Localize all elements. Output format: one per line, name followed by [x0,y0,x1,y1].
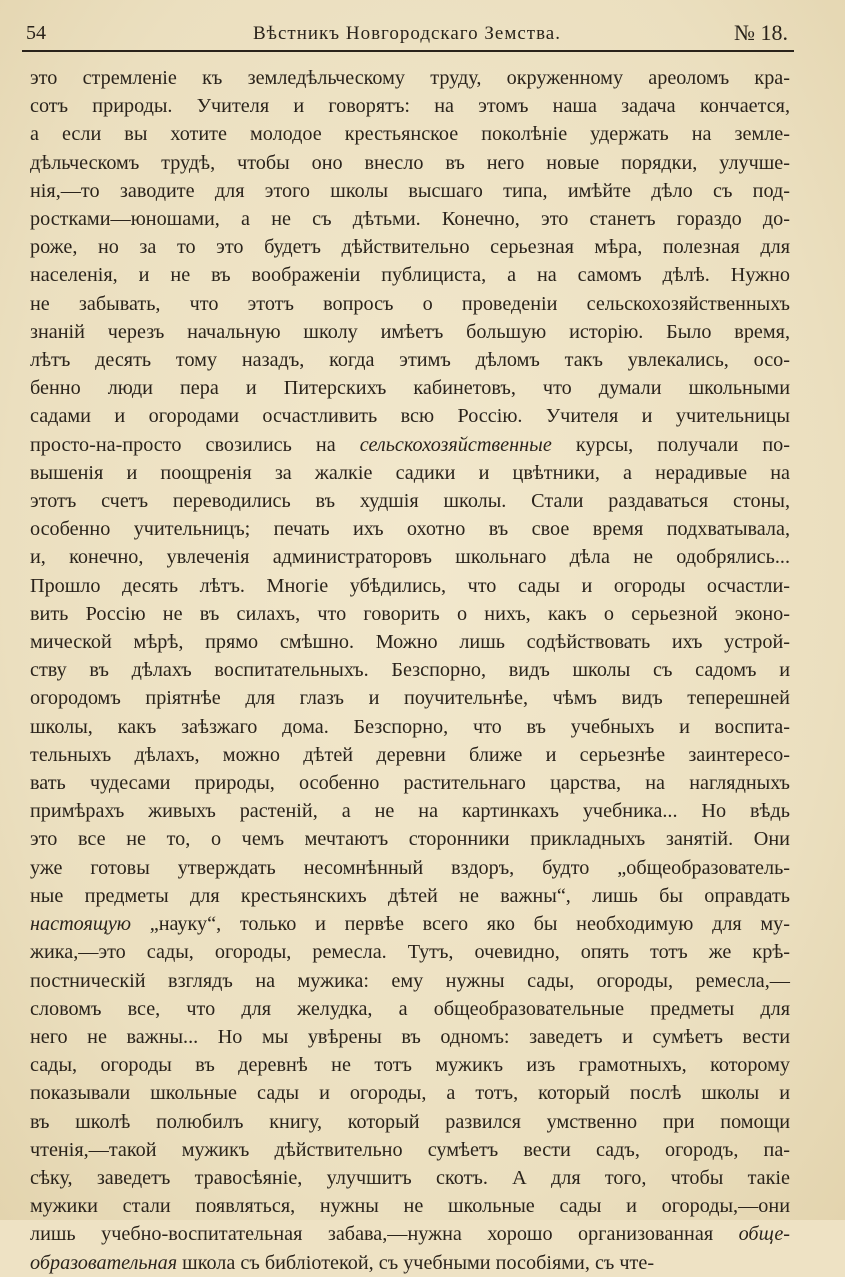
text-segment: дѣльческомъ трудѣ, чтобы оно внесло въ него новые порядки, улучше- [30,151,790,174]
text-line [30,1051,790,1079]
text-segment: ству въ дѣлахъ воспитательныхъ. Безспорно, видъ школы съ садомъ и [30,659,790,682]
text-line [30,64,790,92]
text-line [30,290,790,318]
text-line [30,374,790,402]
text-segment: ростками—юношами, а не съ дѣтьми. Конечно, это станетъ гораздо до- [30,208,790,231]
text-segment: сотъ природы. Учителя и говорятъ: на этомъ наша задача кончается, [30,95,790,118]
text-line [30,177,790,205]
text-line [30,487,790,515]
text-line [30,713,790,741]
text-segment: особенно учительницъ; печать ихъ охотно въ свое время подхватывала, [30,518,790,541]
text-line [30,318,790,346]
page-header [22,18,792,50]
text-line [30,600,790,628]
italic-text: сельскохозяйственные [359,433,552,456]
text-segment: лѣтъ десять тому назадъ, когда этимъ дѣломъ такъ увлекались, осо- [30,349,790,372]
text-line [30,1164,790,1192]
text-segment: курсы, получали по- [551,433,790,456]
text-segment: это все не то, о чемъ мечтаютъ сторонники прикладныхъ занятій. Они [30,828,790,851]
text-line [30,1108,790,1136]
text-line [30,431,790,459]
text-segment: бенно люди пера и Питерскихъ кабинетовъ, что думали школьными [30,377,790,400]
text-segment: школа съ библіотекой, съ учебными пособіями, съ чте- [177,1251,655,1274]
text-segment: это стремленіе къ земледѣльческому труду, окруженному ареоломъ кра- [30,67,790,89]
text-segment: вать чудесами природы, особенно растительнаго царства, на наглядныхъ [30,772,790,795]
text-line [30,769,790,797]
text-segment: чтенія,—такой мужикъ дѣйствительно сумѣетъ вести садъ, огородъ, па- [30,1138,790,1161]
text-segment: мужики стали появляться, нужны не школьные сады и огороды,—они [30,1195,790,1218]
text-segment: примѣрахъ живыхъ растеній, а не на картинкахъ учебника... Но вѣдь [30,800,790,823]
text-segment: садами и огородами осчастливить всю Россію. Учителя и учительницы [30,405,790,428]
text-line [30,1249,790,1277]
text-segment: а если вы хотите молодое крестьянское поколѣніе удержать на земле- [30,123,790,146]
text-segment: ные предметы для крестьянскихъ дѣтей не важны“, лишь бы оправдать [30,884,790,907]
text-line [30,572,790,600]
text-segment: сады, огороды въ деревнѣ не тотъ мужикъ изъ грамотныхъ, которому [30,1054,790,1077]
text-segment: въ школѣ полюбилъ книгу, который развился умственно при помощи [30,1110,790,1133]
text-segment: не забывать, что этотъ вопросъ о проведеніи сельскохозяйственныхъ [30,292,790,315]
text-line [30,797,790,825]
text-line [30,882,790,910]
text-segment: просто-на-просто свозились на [30,433,360,456]
italic-text: образовательная [30,1251,178,1274]
text-line [30,149,790,177]
text-segment: вить Россію не въ силахъ, что говорить о нихъ, какъ о серьезной эконо- [30,602,790,625]
text-segment: показывали школьные сады и огороды, а тотъ, который послѣ школы и [30,1082,790,1105]
text-segment: Прошло десять лѣтъ. Многіе убѣдились, что сады и огороды осчастли- [30,574,790,597]
text-line [30,1192,790,1220]
text-segment: этотъ счетъ переводились въ худшія школы. Стали раздаваться стоны, [30,490,790,513]
text-segment: „науку“, только и первѣе всего яко бы необходимую для му- [131,913,790,936]
italic-text: обще- [738,1223,790,1246]
text-line [30,120,790,148]
text-segment: населенія, и не въ воображеніи публициста, а на самомъ дѣлѣ. Нужно [30,264,790,287]
text-line [30,684,790,712]
text-line [30,543,790,571]
text-line [30,515,790,543]
text-line [30,261,790,289]
text-line [30,741,790,769]
text-line [30,628,790,656]
text-line [30,1220,790,1248]
text-segment: постническій взглядъ на мужика: ему нужны сады, огороды, ремесла,— [30,969,790,992]
text-segment: тельныхъ дѣлахъ, можно дѣтей деревни ближе и серьезнѣе заинтересо- [30,743,790,766]
text-line [30,967,790,995]
text-segment: него не важны... Но мы увѣрены въ одномъ: заведетъ и сумѣетъ вести [30,1025,790,1048]
text-segment: сѣку, заведетъ травосѣяніе, улучшитъ скотъ. А для того, чтобы такіе [30,1166,790,1189]
text-line [30,854,790,882]
text-segment: знаній черезъ начальную школу имѣетъ большую исторію. Было время, [30,320,790,343]
text-segment: и, конечно, увлеченія администраторовъ школьнаго дѣла не одобрялись... [30,546,790,569]
text-segment: огородомъ пріятнѣе для глазъ и поучительнѣе, чѣмъ видъ теперешней [30,687,790,710]
text-line [30,938,790,966]
text-line [30,656,790,684]
text-segment: роже, но за то это будетъ дѣйствительно серьезная мѣра, полезная для [30,236,790,259]
text-line [30,1136,790,1164]
text-line [30,910,790,938]
text-line [30,1023,790,1051]
text-line [30,233,790,261]
text-segment: нія,—то заводите для этого школы высшаго типа, имѣйте дѣло съ под- [30,179,790,202]
text-line [30,92,790,120]
issue-number: № 18. [734,20,788,45]
text-line [30,825,790,853]
text-line [30,205,790,233]
text-segment: жика,—это сады, огороды, ремесла. Тутъ, очевидно, опять тотъ же крѣ- [30,941,790,964]
text-segment: школы, какъ заѣзжаго дома. Безспорно, что въ учебныхъ и воспита- [30,715,790,738]
text-segment: словомъ все, что для желудка, а общеобразовательные предметы для [30,997,790,1020]
text-segment: мической мѣрѣ, прямо смѣшно. Можно лишь содѣйствовать ихъ устрой- [30,631,790,654]
body-text [30,64,790,1277]
text-line [30,459,790,487]
journal-title: Вѣстникъ Новгородскаго Земства. [253,23,561,44]
text-segment: вышенія и поощренія за жалкіе садики и цвѣтники, а нерадивые на [30,461,790,484]
text-line [30,346,790,374]
text-segment: лишь учебно-воспитательная забава,—нужна хорошо организованная [30,1223,739,1246]
italic-text: настоящую [30,913,132,936]
text-line [30,995,790,1023]
page-number: 54 [26,22,46,44]
text-line [30,402,790,430]
header-rule [22,50,794,52]
text-line [30,1079,790,1107]
text-segment: уже готовы утверждать несомнѣнный вздоръ, будто „общеобразователь- [30,856,790,879]
